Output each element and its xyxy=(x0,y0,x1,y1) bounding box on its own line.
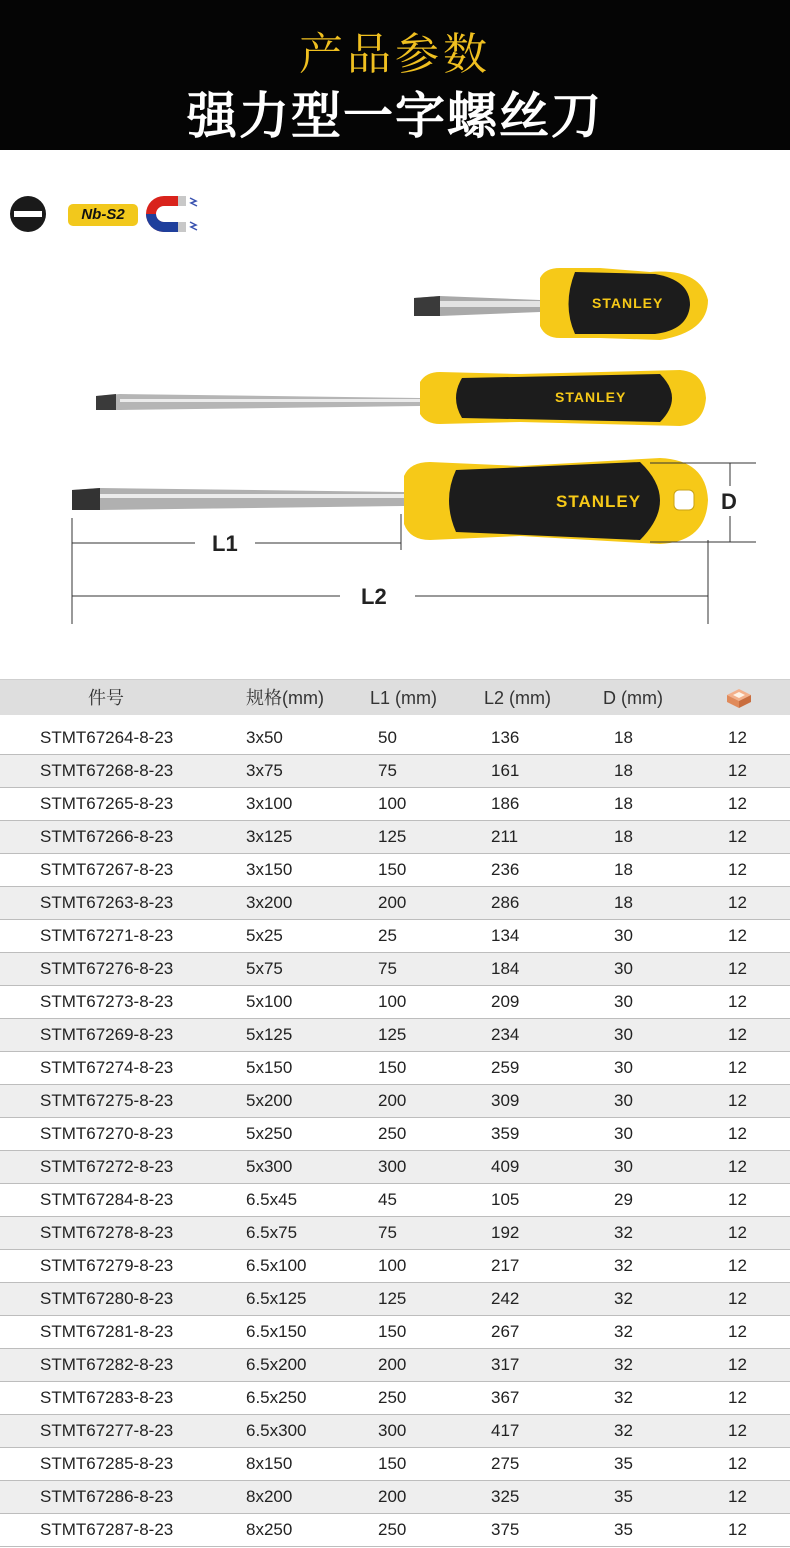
table-row xyxy=(0,920,790,953)
cell-qty: 12 xyxy=(728,1025,747,1044)
cell-l2: 186 xyxy=(491,794,520,813)
brand-logo: STANLEY xyxy=(592,295,664,311)
cell-d: 30 xyxy=(614,1058,633,1077)
cell-qty: 12 xyxy=(728,992,747,1011)
cell-part-no: STMT67287-8-23 xyxy=(40,1520,174,1539)
cell-l1: 75 xyxy=(378,1223,397,1242)
cell-l2: 359 xyxy=(491,1124,520,1143)
cell-l2: 134 xyxy=(491,926,520,945)
cell-part-no: STMT67286-8-23 xyxy=(40,1487,174,1506)
screwdriver-large xyxy=(72,458,708,544)
cell-l1: 100 xyxy=(378,1256,407,1275)
cell-qty: 12 xyxy=(728,1256,747,1275)
cell-qty: 12 xyxy=(728,860,747,879)
cell-l1: 125 xyxy=(378,827,407,846)
cell-part-no: STMT67282-8-23 xyxy=(40,1355,174,1374)
cell-l2: 317 xyxy=(491,1355,520,1374)
column-header-l2: L2 (mm) xyxy=(484,688,551,708)
cell-size: 6.5x100 xyxy=(246,1256,307,1275)
cell-d: 32 xyxy=(614,1223,633,1242)
table-row xyxy=(0,1448,790,1481)
cell-d: 30 xyxy=(614,959,633,978)
cell-qty: 12 xyxy=(728,926,747,945)
table-row xyxy=(0,953,790,986)
cell-l2: 236 xyxy=(491,860,520,879)
cell-l1: 200 xyxy=(378,1355,407,1374)
cell-part-no: STMT67281-8-23 xyxy=(40,1322,174,1341)
cell-qty: 12 xyxy=(728,959,747,978)
cell-part-no: STMT67284-8-23 xyxy=(40,1190,174,1209)
cell-l2: 161 xyxy=(491,761,520,780)
cell-part-no: STMT67270-8-23 xyxy=(40,1124,174,1143)
cell-size: 5x300 xyxy=(246,1157,293,1176)
cell-size: 3x150 xyxy=(246,860,293,879)
cell-part-no: STMT67277-8-23 xyxy=(40,1421,174,1440)
cell-size: 8x200 xyxy=(246,1487,293,1506)
cell-part-no: STMT67265-8-23 xyxy=(40,794,174,813)
cell-l1: 45 xyxy=(378,1190,397,1209)
cell-d: 18 xyxy=(614,893,633,912)
cell-l1: 75 xyxy=(378,959,397,978)
cell-d: 30 xyxy=(614,1025,633,1044)
cell-part-no: STMT67285-8-23 xyxy=(40,1454,174,1473)
cell-d: 18 xyxy=(614,794,633,813)
cell-part-no: STMT67269-8-23 xyxy=(40,1025,174,1044)
cell-size: 3x50 xyxy=(246,728,283,747)
cell-qty: 12 xyxy=(728,761,747,780)
cell-qty: 12 xyxy=(728,1124,747,1143)
cell-qty: 12 xyxy=(728,1322,747,1341)
cell-size: 6.5x125 xyxy=(246,1289,307,1308)
cell-l1: 150 xyxy=(378,1322,407,1341)
screwdriver-short xyxy=(414,268,708,340)
cell-size: 6.5x45 xyxy=(246,1190,298,1209)
table-row xyxy=(0,1085,790,1118)
cell-d: 35 xyxy=(614,1487,633,1506)
cell-size: 5x25 xyxy=(246,926,283,945)
cell-l1: 250 xyxy=(378,1388,407,1407)
dimension-label-d: D xyxy=(721,489,737,514)
table-row xyxy=(0,1118,790,1151)
column-header-d: D (mm) xyxy=(603,688,663,708)
cell-d: 32 xyxy=(614,1322,633,1341)
cell-part-no: STMT67275-8-23 xyxy=(40,1091,174,1110)
cell-part-no: STMT67263-8-23 xyxy=(40,893,174,912)
cell-qty: 12 xyxy=(728,1388,747,1407)
cell-qty: 12 xyxy=(728,728,747,747)
cell-d: 32 xyxy=(614,1355,633,1374)
cell-qty: 12 xyxy=(728,893,747,912)
cell-size: 6.5x75 xyxy=(246,1223,298,1242)
cell-part-no: STMT67278-8-23 xyxy=(40,1223,174,1242)
cell-size: 6.5x200 xyxy=(246,1355,307,1374)
cell-d: 32 xyxy=(614,1388,633,1407)
table-row xyxy=(0,755,790,788)
column-header-size: 规格(mm) xyxy=(246,688,324,708)
cell-part-no: STMT67264-8-23 xyxy=(40,728,174,747)
cell-qty: 12 xyxy=(728,1487,747,1506)
cell-d: 30 xyxy=(614,1157,633,1176)
cell-size: 5x125 xyxy=(246,1025,293,1044)
table-row xyxy=(0,1019,790,1052)
cell-qty: 12 xyxy=(728,1289,747,1308)
feature-icons xyxy=(10,192,210,236)
cell-l1: 25 xyxy=(378,926,397,945)
cell-l1: 50 xyxy=(378,728,397,747)
header-subtitle: 产品参数 xyxy=(299,29,491,80)
cell-part-no: STMT67273-8-23 xyxy=(40,992,174,1011)
cell-d: 30 xyxy=(614,926,633,945)
cell-size: 5x75 xyxy=(246,959,283,978)
table-row xyxy=(0,1184,790,1217)
cell-l2: 192 xyxy=(491,1223,520,1242)
brand-logo: STANLEY xyxy=(556,492,642,511)
cell-l2: 417 xyxy=(491,1421,520,1440)
cell-l1: 300 xyxy=(378,1421,407,1440)
cell-l2: 184 xyxy=(491,959,520,978)
table-row xyxy=(0,1217,790,1250)
cell-l2: 242 xyxy=(491,1289,520,1308)
cell-size: 3x125 xyxy=(246,827,293,846)
page-title: 强力型一字螺丝刀 xyxy=(187,87,603,145)
cell-l2: 234 xyxy=(491,1025,520,1044)
table-row xyxy=(0,854,790,887)
cell-qty: 12 xyxy=(728,827,747,846)
table-row xyxy=(0,1052,790,1085)
cell-size: 6.5x150 xyxy=(246,1322,307,1341)
cell-d: 30 xyxy=(614,1091,633,1110)
cell-l2: 105 xyxy=(491,1190,520,1209)
cell-size: 5x200 xyxy=(246,1091,293,1110)
dimension-label-l1: L1 xyxy=(212,531,238,556)
cell-d: 30 xyxy=(614,992,633,1011)
table-row xyxy=(0,1151,790,1184)
table-row xyxy=(0,986,790,1019)
table-row xyxy=(0,1481,790,1514)
cell-size: 8x150 xyxy=(246,1454,293,1473)
cell-size: 5x150 xyxy=(246,1058,293,1077)
cell-d: 18 xyxy=(614,728,633,747)
magnet-icon xyxy=(144,192,202,236)
cell-part-no: STMT67283-8-23 xyxy=(40,1388,174,1407)
column-header-l1: L1 (mm) xyxy=(370,688,437,708)
cell-d: 35 xyxy=(614,1520,633,1539)
cell-l1: 100 xyxy=(378,794,407,813)
cell-d: 30 xyxy=(614,1124,633,1143)
spec-table xyxy=(0,679,790,1547)
cell-l2: 217 xyxy=(491,1256,520,1275)
screwdriver-long xyxy=(96,370,706,426)
cell-part-no: STMT67266-8-23 xyxy=(40,827,174,846)
cell-size: 3x75 xyxy=(246,761,283,780)
cell-part-no: STMT67279-8-23 xyxy=(40,1256,174,1275)
cell-l1: 150 xyxy=(378,1058,407,1077)
cell-l1: 125 xyxy=(378,1025,407,1044)
cell-qty: 12 xyxy=(728,1421,747,1440)
cell-qty: 12 xyxy=(728,1355,747,1374)
table-row xyxy=(0,1382,790,1415)
cell-qty: 12 xyxy=(728,1454,747,1473)
cell-qty: 12 xyxy=(728,794,747,813)
cell-part-no: STMT67276-8-23 xyxy=(40,959,174,978)
cell-qty: 12 xyxy=(728,1157,747,1176)
cell-part-no: STMT67274-8-23 xyxy=(40,1058,174,1077)
cell-qty: 12 xyxy=(728,1091,747,1110)
cell-qty: 12 xyxy=(728,1520,747,1539)
cell-l2: 275 xyxy=(491,1454,520,1473)
table-header xyxy=(0,679,790,715)
cell-l2: 211 xyxy=(491,827,519,846)
material-badge: Nb-S2 xyxy=(68,204,138,226)
table-row xyxy=(0,1250,790,1283)
cell-d: 35 xyxy=(614,1454,633,1473)
cell-size: 3x200 xyxy=(246,893,293,912)
cell-l1: 125 xyxy=(378,1289,407,1308)
cell-size: 5x250 xyxy=(246,1124,293,1143)
table-row xyxy=(0,1316,790,1349)
cell-size: 6.5x300 xyxy=(246,1421,307,1440)
cell-l2: 375 xyxy=(491,1520,520,1539)
cell-size: 3x100 xyxy=(246,794,293,813)
cell-part-no: STMT67272-8-23 xyxy=(40,1157,174,1176)
cell-l1: 200 xyxy=(378,893,407,912)
cell-l2: 325 xyxy=(491,1487,520,1506)
cell-d: 18 xyxy=(614,761,633,780)
cell-part-no: STMT67271-8-23 xyxy=(40,926,174,945)
cell-l2: 259 xyxy=(491,1058,520,1077)
cell-l1: 75 xyxy=(378,761,397,780)
table-row xyxy=(0,821,790,854)
cell-part-no: STMT67268-8-23 xyxy=(40,761,174,780)
cell-qty: 12 xyxy=(728,1223,747,1242)
table-row xyxy=(0,1283,790,1316)
cell-l2: 286 xyxy=(491,893,520,912)
table-body xyxy=(0,722,790,1547)
product-illustration xyxy=(0,250,790,640)
cell-d: 29 xyxy=(614,1190,633,1209)
cell-l2: 367 xyxy=(491,1388,520,1407)
cell-size: 5x100 xyxy=(246,992,293,1011)
cell-l2: 309 xyxy=(491,1091,520,1110)
cell-l2: 136 xyxy=(491,728,520,747)
cell-l1: 100 xyxy=(378,992,407,1011)
header-banner xyxy=(0,0,790,150)
cell-d: 18 xyxy=(614,827,633,846)
slotted-tip-icon xyxy=(10,196,46,232)
cell-part-no: STMT67280-8-23 xyxy=(40,1289,174,1308)
cell-qty: 12 xyxy=(728,1058,747,1077)
table-row xyxy=(0,1514,790,1547)
cell-d: 32 xyxy=(614,1421,633,1440)
table-row xyxy=(0,1415,790,1448)
cell-l2: 409 xyxy=(491,1157,520,1176)
dimension-label-l2: L2 xyxy=(361,584,387,609)
cell-d: 18 xyxy=(614,860,633,879)
cell-l1: 200 xyxy=(378,1091,407,1110)
cell-size: 8x250 xyxy=(246,1520,293,1539)
table-row xyxy=(0,887,790,920)
cell-d: 32 xyxy=(614,1289,633,1308)
cell-size: 6.5x250 xyxy=(246,1388,307,1407)
cell-l1: 150 xyxy=(378,860,407,879)
table-row xyxy=(0,788,790,821)
table-row xyxy=(0,722,790,755)
cell-qty: 12 xyxy=(728,1190,747,1209)
cell-part-no: STMT67267-8-23 xyxy=(40,860,174,879)
cell-l2: 209 xyxy=(491,992,520,1011)
cell-d: 32 xyxy=(614,1256,633,1275)
table-row xyxy=(0,1349,790,1382)
cell-l2: 267 xyxy=(491,1322,520,1341)
cell-l1: 250 xyxy=(378,1520,407,1539)
cell-l1: 250 xyxy=(378,1124,407,1143)
column-header-part-no: 件号 xyxy=(88,688,124,708)
cell-l1: 150 xyxy=(378,1454,407,1473)
cell-l1: 200 xyxy=(378,1487,407,1506)
cell-l1: 300 xyxy=(378,1157,407,1176)
box-icon xyxy=(724,686,754,710)
brand-logo: STANLEY xyxy=(555,389,627,405)
